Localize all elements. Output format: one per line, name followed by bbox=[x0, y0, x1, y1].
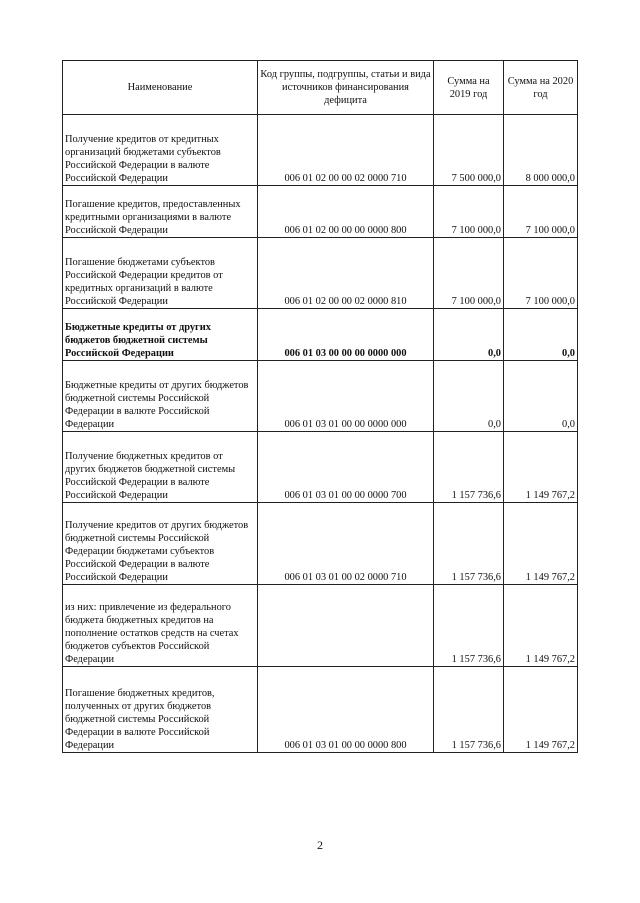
row-code-cell: 006 01 03 01 00 00 0000 700 bbox=[258, 432, 434, 503]
page-number: 2 bbox=[317, 838, 323, 852]
header-name: Наименование bbox=[63, 61, 258, 115]
row-name-cell: Погашение бюджетных кредитов, полученных от других бюджетов бюджетной системы Российской Федерации в валюте Российской Федерации bbox=[63, 667, 258, 753]
row-name-cell: Получение бюджетных кредитов от других бюджетов бюджетной системы Российской Федерации в валюте Российской Федерации bbox=[63, 432, 258, 503]
table-row bbox=[63, 238, 578, 309]
table-row bbox=[63, 667, 578, 753]
row-sum-2019-cell: 1 157 736,6 bbox=[434, 585, 504, 667]
row-sum-2019-cell: 1 157 736,6 bbox=[434, 667, 504, 753]
row-sum-2020-cell: 1 149 767,2 bbox=[504, 585, 578, 667]
table-body bbox=[63, 115, 578, 753]
row-code-cell: 006 01 03 01 00 00 0000 800 bbox=[258, 667, 434, 753]
header-code: Код группы, подгруппы, статьи и вида источников финансирования дефицита bbox=[258, 61, 434, 115]
row-sum-2019-cell: 1 157 736,6 bbox=[434, 432, 504, 503]
row-sum-2020-cell: 8 000 000,0 bbox=[504, 115, 578, 186]
row-sum-2020-cell: 7 100 000,0 bbox=[504, 238, 578, 309]
table-row bbox=[63, 432, 578, 503]
row-code-cell: 006 01 02 00 00 02 0000 810 bbox=[258, 238, 434, 309]
table-row bbox=[63, 585, 578, 667]
row-name-cell: из них: привлечение из федерального бюджета бюджетных кредитов на пополнение остатков средств на счетах бюджетов субъектов Российской Федерации bbox=[63, 585, 258, 667]
row-code-cell: 006 01 02 00 00 00 0000 800 bbox=[258, 186, 434, 238]
table-row bbox=[63, 186, 578, 238]
row-code-cell bbox=[258, 585, 434, 667]
row-code-cell: 006 01 03 01 00 02 0000 710 bbox=[258, 503, 434, 585]
row-name-cell: Бюджетные кредиты от других бюджетов бюджетной системы Российской Федерации в валюте Российской Федерации bbox=[63, 361, 258, 432]
row-sum-2019-cell: 0,0 bbox=[434, 309, 504, 361]
table-header-row bbox=[63, 61, 578, 115]
row-sum-2020-cell: 1 149 767,2 bbox=[504, 432, 578, 503]
header-sum-2019: Сумма на 2019 год bbox=[434, 61, 504, 115]
row-name-cell: Бюджетные кредиты от других бюджетов бюджетной системы Российской Федерации bbox=[63, 309, 258, 361]
row-sum-2020-cell: 1 149 767,2 bbox=[504, 503, 578, 585]
table-row bbox=[63, 309, 578, 361]
row-sum-2020-cell: 7 100 000,0 bbox=[504, 186, 578, 238]
row-sum-2019-cell: 0,0 bbox=[434, 361, 504, 432]
row-sum-2019-cell: 1 157 736,6 bbox=[434, 503, 504, 585]
header-sum-2020: Сумма на 2020 год bbox=[504, 61, 578, 115]
row-code-cell: 006 01 03 00 00 00 0000 000 bbox=[258, 309, 434, 361]
row-code-cell: 006 01 02 00 00 02 0000 710 bbox=[258, 115, 434, 186]
table-row bbox=[63, 503, 578, 585]
table-row bbox=[63, 115, 578, 186]
financing-sources-table bbox=[62, 60, 578, 753]
row-name-cell: Получение кредитов от кредитных организаций бюджетами субъектов Российской Федерации в валюте Российской Федерации bbox=[63, 115, 258, 186]
row-sum-2019-cell: 7 100 000,0 bbox=[434, 186, 504, 238]
row-sum-2020-cell: 0,0 bbox=[504, 309, 578, 361]
row-sum-2019-cell: 7 500 000,0 bbox=[434, 115, 504, 186]
row-name-cell: Получение кредитов от других бюджетов бюджетной системы Российской Федерации бюджетами субъектов Российской Федерации в валюте Российской Федерации bbox=[63, 503, 258, 585]
row-code-cell: 006 01 03 01 00 00 0000 000 bbox=[258, 361, 434, 432]
row-name-cell: Погашение бюджетами субъектов Российской Федерации кредитов от кредитных организаций в валюте Российской Федерации bbox=[63, 238, 258, 309]
table-row bbox=[63, 361, 578, 432]
row-sum-2019-cell: 7 100 000,0 bbox=[434, 238, 504, 309]
row-sum-2020-cell: 1 149 767,2 bbox=[504, 667, 578, 753]
row-sum-2020-cell: 0,0 bbox=[504, 361, 578, 432]
row-name-cell: Погашение кредитов, предоставленных кредитными организациями в валюте Российской Федерации bbox=[63, 186, 258, 238]
